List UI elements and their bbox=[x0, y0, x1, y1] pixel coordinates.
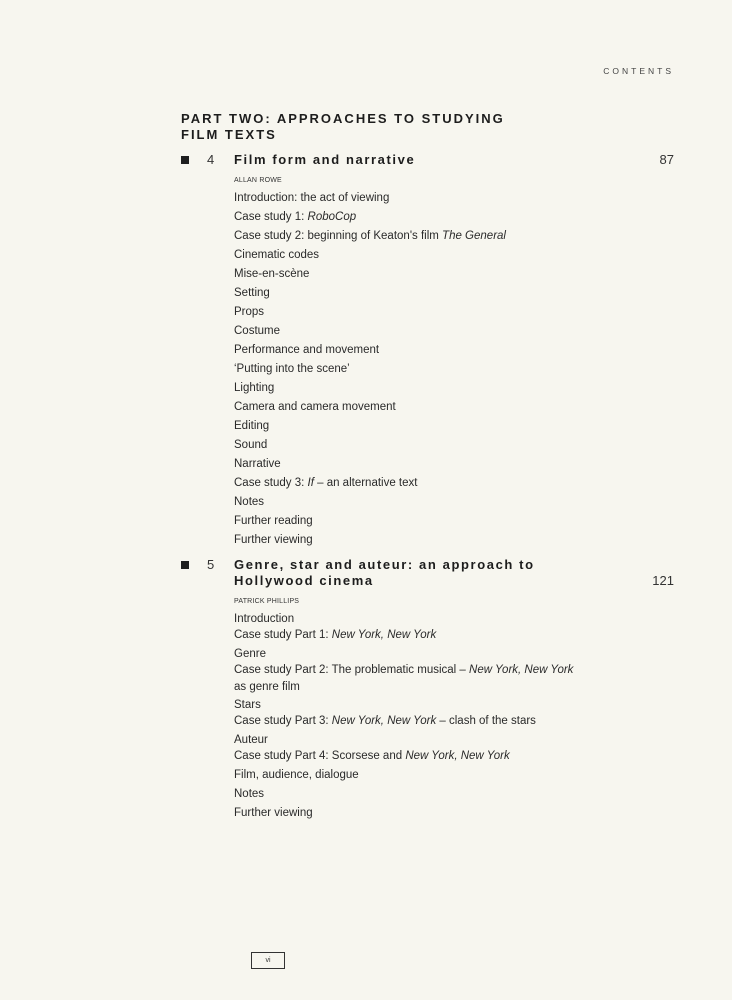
chapter-5-title-line2: Hollywood cinema bbox=[234, 573, 374, 588]
toc-entry bbox=[234, 663, 573, 677]
toc-entry-text: Film, audience, dialogue bbox=[234, 769, 359, 781]
toc-entry bbox=[234, 210, 356, 224]
toc-entry bbox=[234, 768, 359, 782]
toc-entry-text: Case study Part 4: Scorsese and bbox=[234, 750, 406, 762]
toc-entry-text: Sound bbox=[234, 439, 268, 451]
toc-entry bbox=[234, 787, 264, 801]
toc-entry-text: Case study Part 3: bbox=[234, 715, 332, 727]
toc-entry bbox=[234, 381, 274, 395]
toc-entry bbox=[234, 733, 268, 747]
toc-entry bbox=[234, 229, 506, 243]
toc-entry bbox=[234, 438, 267, 452]
toc-entry bbox=[234, 714, 536, 728]
toc-entry-italic-title: If bbox=[307, 477, 314, 489]
toc-entry-text: Auteur bbox=[234, 734, 268, 746]
toc-entry-text: Case study Part 1: bbox=[234, 629, 332, 641]
toc-entry-text: Editing bbox=[234, 420, 270, 432]
running-head: CONTENTS bbox=[603, 66, 674, 76]
chapter-4-author: ALLAN ROWE bbox=[234, 177, 282, 184]
toc-entry bbox=[234, 400, 396, 414]
toc-entry-text: Setting bbox=[234, 287, 270, 299]
toc-entry-text: Case study 1: bbox=[234, 211, 308, 223]
toc-entry bbox=[234, 457, 281, 471]
part-title-line2: FILM TEXTS bbox=[181, 127, 277, 142]
toc-entry-italic-title: The General bbox=[442, 230, 506, 242]
toc-entry bbox=[234, 533, 313, 547]
part-title bbox=[181, 111, 505, 143]
toc-entry bbox=[234, 305, 264, 319]
toc-entry-italic-title: New York, New York bbox=[405, 750, 510, 762]
toc-entry bbox=[234, 343, 379, 357]
toc-entry bbox=[234, 680, 300, 694]
toc-entry-text: Further reading bbox=[234, 515, 313, 527]
toc-entry bbox=[234, 191, 389, 205]
chapter-4-title: Film form and narrative bbox=[234, 152, 416, 167]
toc-entry bbox=[234, 698, 261, 712]
toc-entry-suffix: – an alternative text bbox=[313, 477, 418, 489]
toc-entry bbox=[234, 806, 313, 820]
part-title-line1: PART TWO: APPROACHES TO STUDYING bbox=[181, 111, 505, 126]
toc-entry-text: Genre bbox=[234, 648, 266, 660]
chapter-5-title bbox=[234, 557, 535, 589]
toc-entry-text: Narrative bbox=[234, 458, 281, 470]
chapter-5-bullet-icon bbox=[181, 561, 189, 569]
toc-entry-text: Performance and movement bbox=[234, 344, 380, 356]
toc-entry bbox=[234, 495, 264, 509]
toc-entry bbox=[234, 612, 294, 626]
toc-entry-text: Props bbox=[234, 306, 265, 318]
chapter-5-page-number: 121 bbox=[652, 573, 674, 588]
toc-entry-italic-title: RoboCop bbox=[307, 211, 357, 223]
toc-entry-text: Notes bbox=[234, 788, 265, 800]
chapter-5-author: PATRICK PHILLIPS bbox=[234, 598, 300, 605]
toc-entry-text: Introduction bbox=[234, 613, 295, 625]
toc-entry bbox=[234, 286, 270, 300]
toc-entry-text: Notes bbox=[234, 496, 265, 508]
toc-entry-text: as genre film bbox=[234, 681, 300, 693]
toc-entry-text: Cinematic codes bbox=[234, 249, 320, 261]
toc-entry-italic-title: New York, New York bbox=[331, 715, 437, 727]
toc-entry-italic-title: New York, New York bbox=[469, 664, 574, 676]
chapter-5-number: 5 bbox=[207, 557, 215, 572]
toc-entry bbox=[234, 362, 350, 376]
toc-entry-text: Mise-en-scène bbox=[234, 268, 310, 280]
toc-entry bbox=[234, 419, 269, 433]
chapter-4-number: 4 bbox=[207, 152, 215, 167]
toc-entry-text: ‘Putting into the scene’ bbox=[234, 363, 350, 375]
toc-entry-text: Camera and camera movement bbox=[234, 401, 396, 413]
page-folio: vi bbox=[251, 952, 285, 969]
chapter-5-title-line1: Genre, star and auteur: an approach to bbox=[234, 557, 535, 572]
toc-entry-text: Lighting bbox=[234, 382, 275, 394]
toc-entry-text: Costume bbox=[234, 325, 281, 337]
toc-entry-text: Stars bbox=[234, 699, 261, 711]
toc-entry-text: Case study Part 2: The problematic musical – bbox=[234, 664, 470, 676]
toc-entry bbox=[234, 628, 436, 642]
toc-entry bbox=[234, 248, 319, 262]
toc-entry bbox=[234, 476, 417, 490]
toc-entry bbox=[234, 749, 510, 763]
toc-entry-italic-title: New York, New York bbox=[331, 629, 437, 641]
toc-entry bbox=[234, 647, 266, 661]
toc-entry bbox=[234, 514, 313, 528]
toc-entry-suffix: – clash of the stars bbox=[436, 715, 536, 727]
toc-entry-text: Further viewing bbox=[234, 534, 313, 546]
toc-entry-text: Introduction: the act of viewing bbox=[234, 192, 390, 204]
toc-entry-text: Further viewing bbox=[234, 807, 313, 819]
chapter-4-page-number: 87 bbox=[659, 152, 674, 167]
toc-entry bbox=[234, 324, 280, 338]
chapter-4-bullet-icon bbox=[181, 156, 189, 164]
toc-entry-text: Case study 2: beginning of Keaton's film bbox=[234, 230, 443, 242]
toc-entry-text: Case study 3: bbox=[234, 477, 308, 489]
toc-entry bbox=[234, 267, 309, 281]
